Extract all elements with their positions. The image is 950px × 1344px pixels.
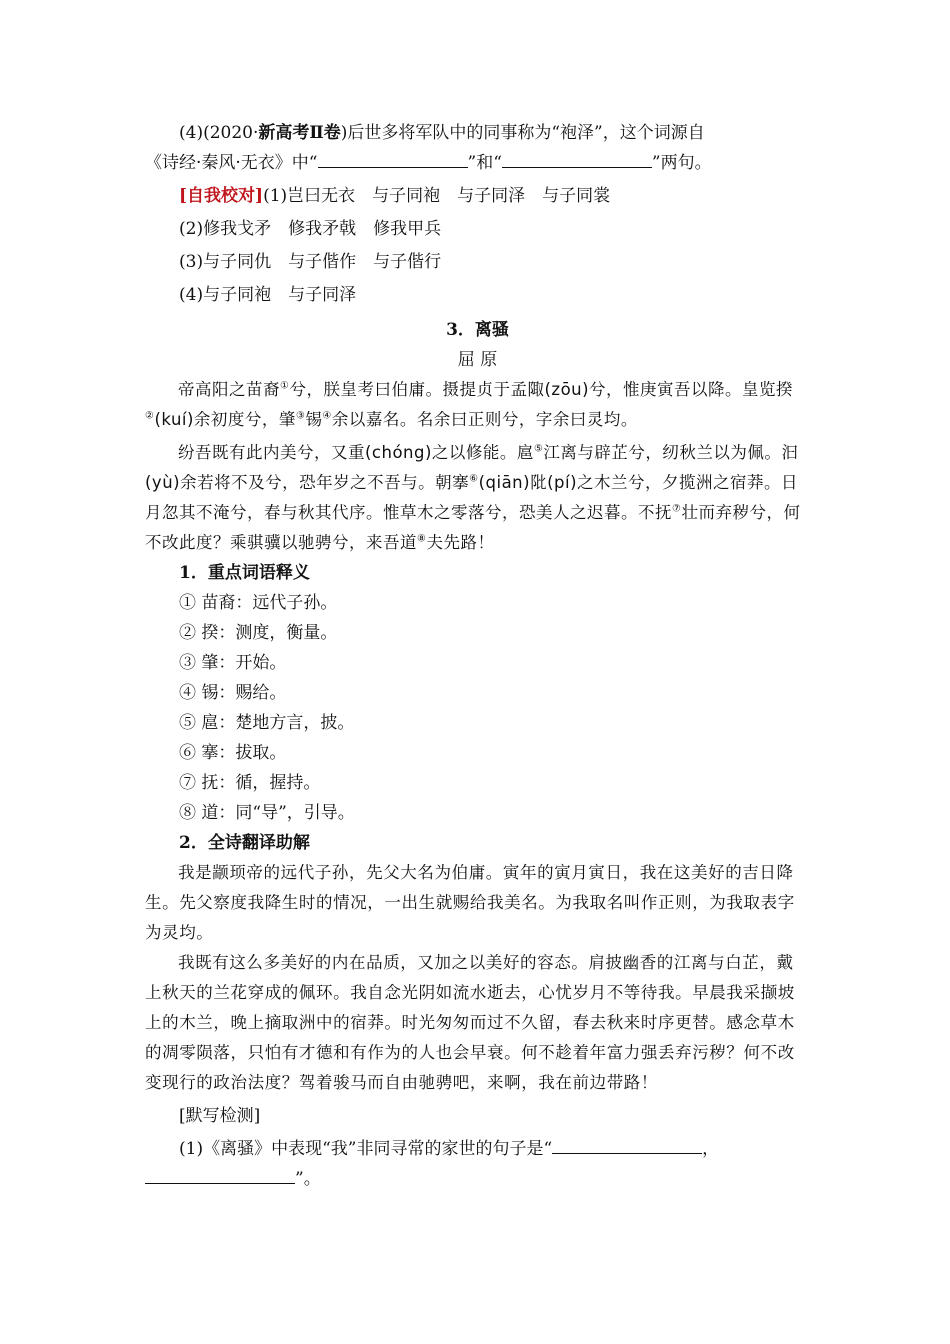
answer-blank[interactable]	[502, 149, 652, 168]
dictation-heading: [默写检测]	[179, 1106, 261, 1126]
glossary-item: ⑤ 扈：楚地方言，披。	[179, 713, 355, 733]
poem-text: (qiān)阰(pí)之木兰兮，夕揽洲之宿莽。日月忽其不淹兮，春与秋其代序。惟草木之零落兮，恐美人之迟暮。不抚	[145, 473, 799, 522]
glossary-heading: 1．重点词语释义	[179, 563, 310, 583]
glossary-item: ④ 锡：赐给。	[179, 683, 287, 703]
footnote-marker: ⑤	[533, 443, 544, 455]
answer-1: (1)岂曰无衣 与子同袍 与子同泽 与子同裳	[263, 186, 611, 206]
translation-paragraph-2: 我既有这么多美好的内在品质，又加之以美好的容态。肩披幽香的江离与白芷，戴上秋天的兰花穿成的佩环。我自念光阴如流水逝去，心忧岁月不等待我。早晨我采撷坡上的木兰，晚上摘取洲中的宿莽。时光匆匆而过不久留，春去秋来时序更替。感念草木的凋零陨落，只怕有才德和有作为的人也会早衰。何不趁着年富力强丢弃污秽？何不改变现行的政治法度？驾着骏马而自由驰骋吧，来啊，我在前边带路！	[145, 953, 795, 1092]
translation-paragraph-1: 我是颛顼帝的远代子孙，先父大名为伯庸。寅年的寅月寅日，我在这美好的吉日降生。先父察度我降生时的情况，一出生就赐给我美名。为我取名叫作正则，为我取表字为灵均。	[145, 863, 795, 942]
dictation-question-1-line2	[145, 1164, 810, 1194]
glossary-item: ⑧ 道：同“导”，引导。	[179, 803, 355, 823]
answer-3: (3)与子同仇 与子偕作 与子偕行	[179, 252, 442, 272]
footnote-marker: ⑥	[469, 473, 479, 485]
footnote-marker: ①	[280, 380, 290, 392]
translation-heading: 2．全诗翻译助解	[179, 833, 310, 853]
poem-text: 兮，朕皇考曰伯庸。摄提贞于孟陬(zōu)兮，惟庚寅吾以降。皇览揆	[289, 380, 794, 399]
glossary-item: ③ 肇：开始。	[179, 653, 287, 673]
q4-end: ”两句。	[651, 153, 712, 173]
question-4-line2	[145, 148, 810, 178]
document-page	[145, 118, 810, 1194]
q4-mid: ”和“	[467, 153, 502, 173]
poem-text: (kuí)余初度兮，肇	[154, 410, 296, 429]
poem-text: 纷吾既有此内美兮，又重(chóng)之以修能。扈	[178, 443, 534, 462]
q4-source-year: 2020·	[209, 123, 259, 143]
poem-text: 余以嘉名。名余曰正则兮，字余曰灵均。	[331, 410, 638, 429]
glossary-item: ⑥ 搴：拔取。	[179, 743, 287, 763]
footnote-marker: ③	[295, 410, 306, 422]
glossary-item: ⑦ 抚：循，握持。	[179, 773, 321, 793]
poem-text: 帝高阳之苗裔	[178, 380, 280, 399]
footnote-marker: ②	[145, 410, 155, 422]
answer-blank[interactable]	[552, 1135, 702, 1154]
dictation-q1-end: ”。	[295, 1169, 321, 1189]
poem-paragraph-2	[145, 438, 810, 558]
q4-text2: 《诗经·秦风·无衣》中“	[145, 153, 318, 173]
poem-paragraph-1	[145, 375, 810, 435]
glossary-item: ② 揆：测度，衡量。	[179, 623, 338, 643]
question-4	[145, 118, 810, 148]
footnote-marker: ④	[322, 410, 332, 422]
answer-2: (2)修我戈矛 修我矛戟 修我甲兵	[179, 219, 442, 239]
answer-4: (4)与子同袍 与子同泽	[179, 285, 357, 305]
glossary-item: ① 苗裔：远代子孙。	[179, 593, 338, 613]
poem-text: 锡	[305, 410, 323, 429]
self-check-answer-1	[145, 181, 810, 211]
dictation-q1-mid: ，	[702, 1139, 720, 1159]
footnote-marker: ⑧	[417, 533, 427, 545]
poem-text: 壮而弃秽兮，何不改此度？乘骐骥以驰骋兮，来吾道	[145, 503, 801, 552]
poem-text: 夫先路！	[426, 533, 495, 552]
q4-source-name: 新高考Ⅱ卷	[258, 123, 341, 143]
self-check-tag: [自我校对]	[179, 186, 264, 206]
q4-prefix: (4)(	[179, 123, 210, 143]
answer-blank[interactable]	[318, 149, 468, 168]
footnote-marker: ⑦	[672, 503, 682, 515]
dictation-q1-text: (1)《离骚》中表现“我”非同寻常的家世的句子是“	[179, 1139, 553, 1159]
poem-title: 3．离骚	[446, 320, 509, 340]
q4-text: )后世多将军队中的同事称为“袍泽”，这个词源自	[340, 123, 705, 143]
poem-author: 屈 原	[457, 350, 498, 370]
answer-blank[interactable]	[145, 1165, 295, 1184]
poem-text: 江离与辟芷兮，纫秋兰以为佩。汩(yù)余若将不及兮，恐年岁之不吾与。朝搴	[145, 443, 799, 492]
dictation-question-1	[145, 1134, 810, 1164]
glossary-list	[145, 588, 810, 828]
